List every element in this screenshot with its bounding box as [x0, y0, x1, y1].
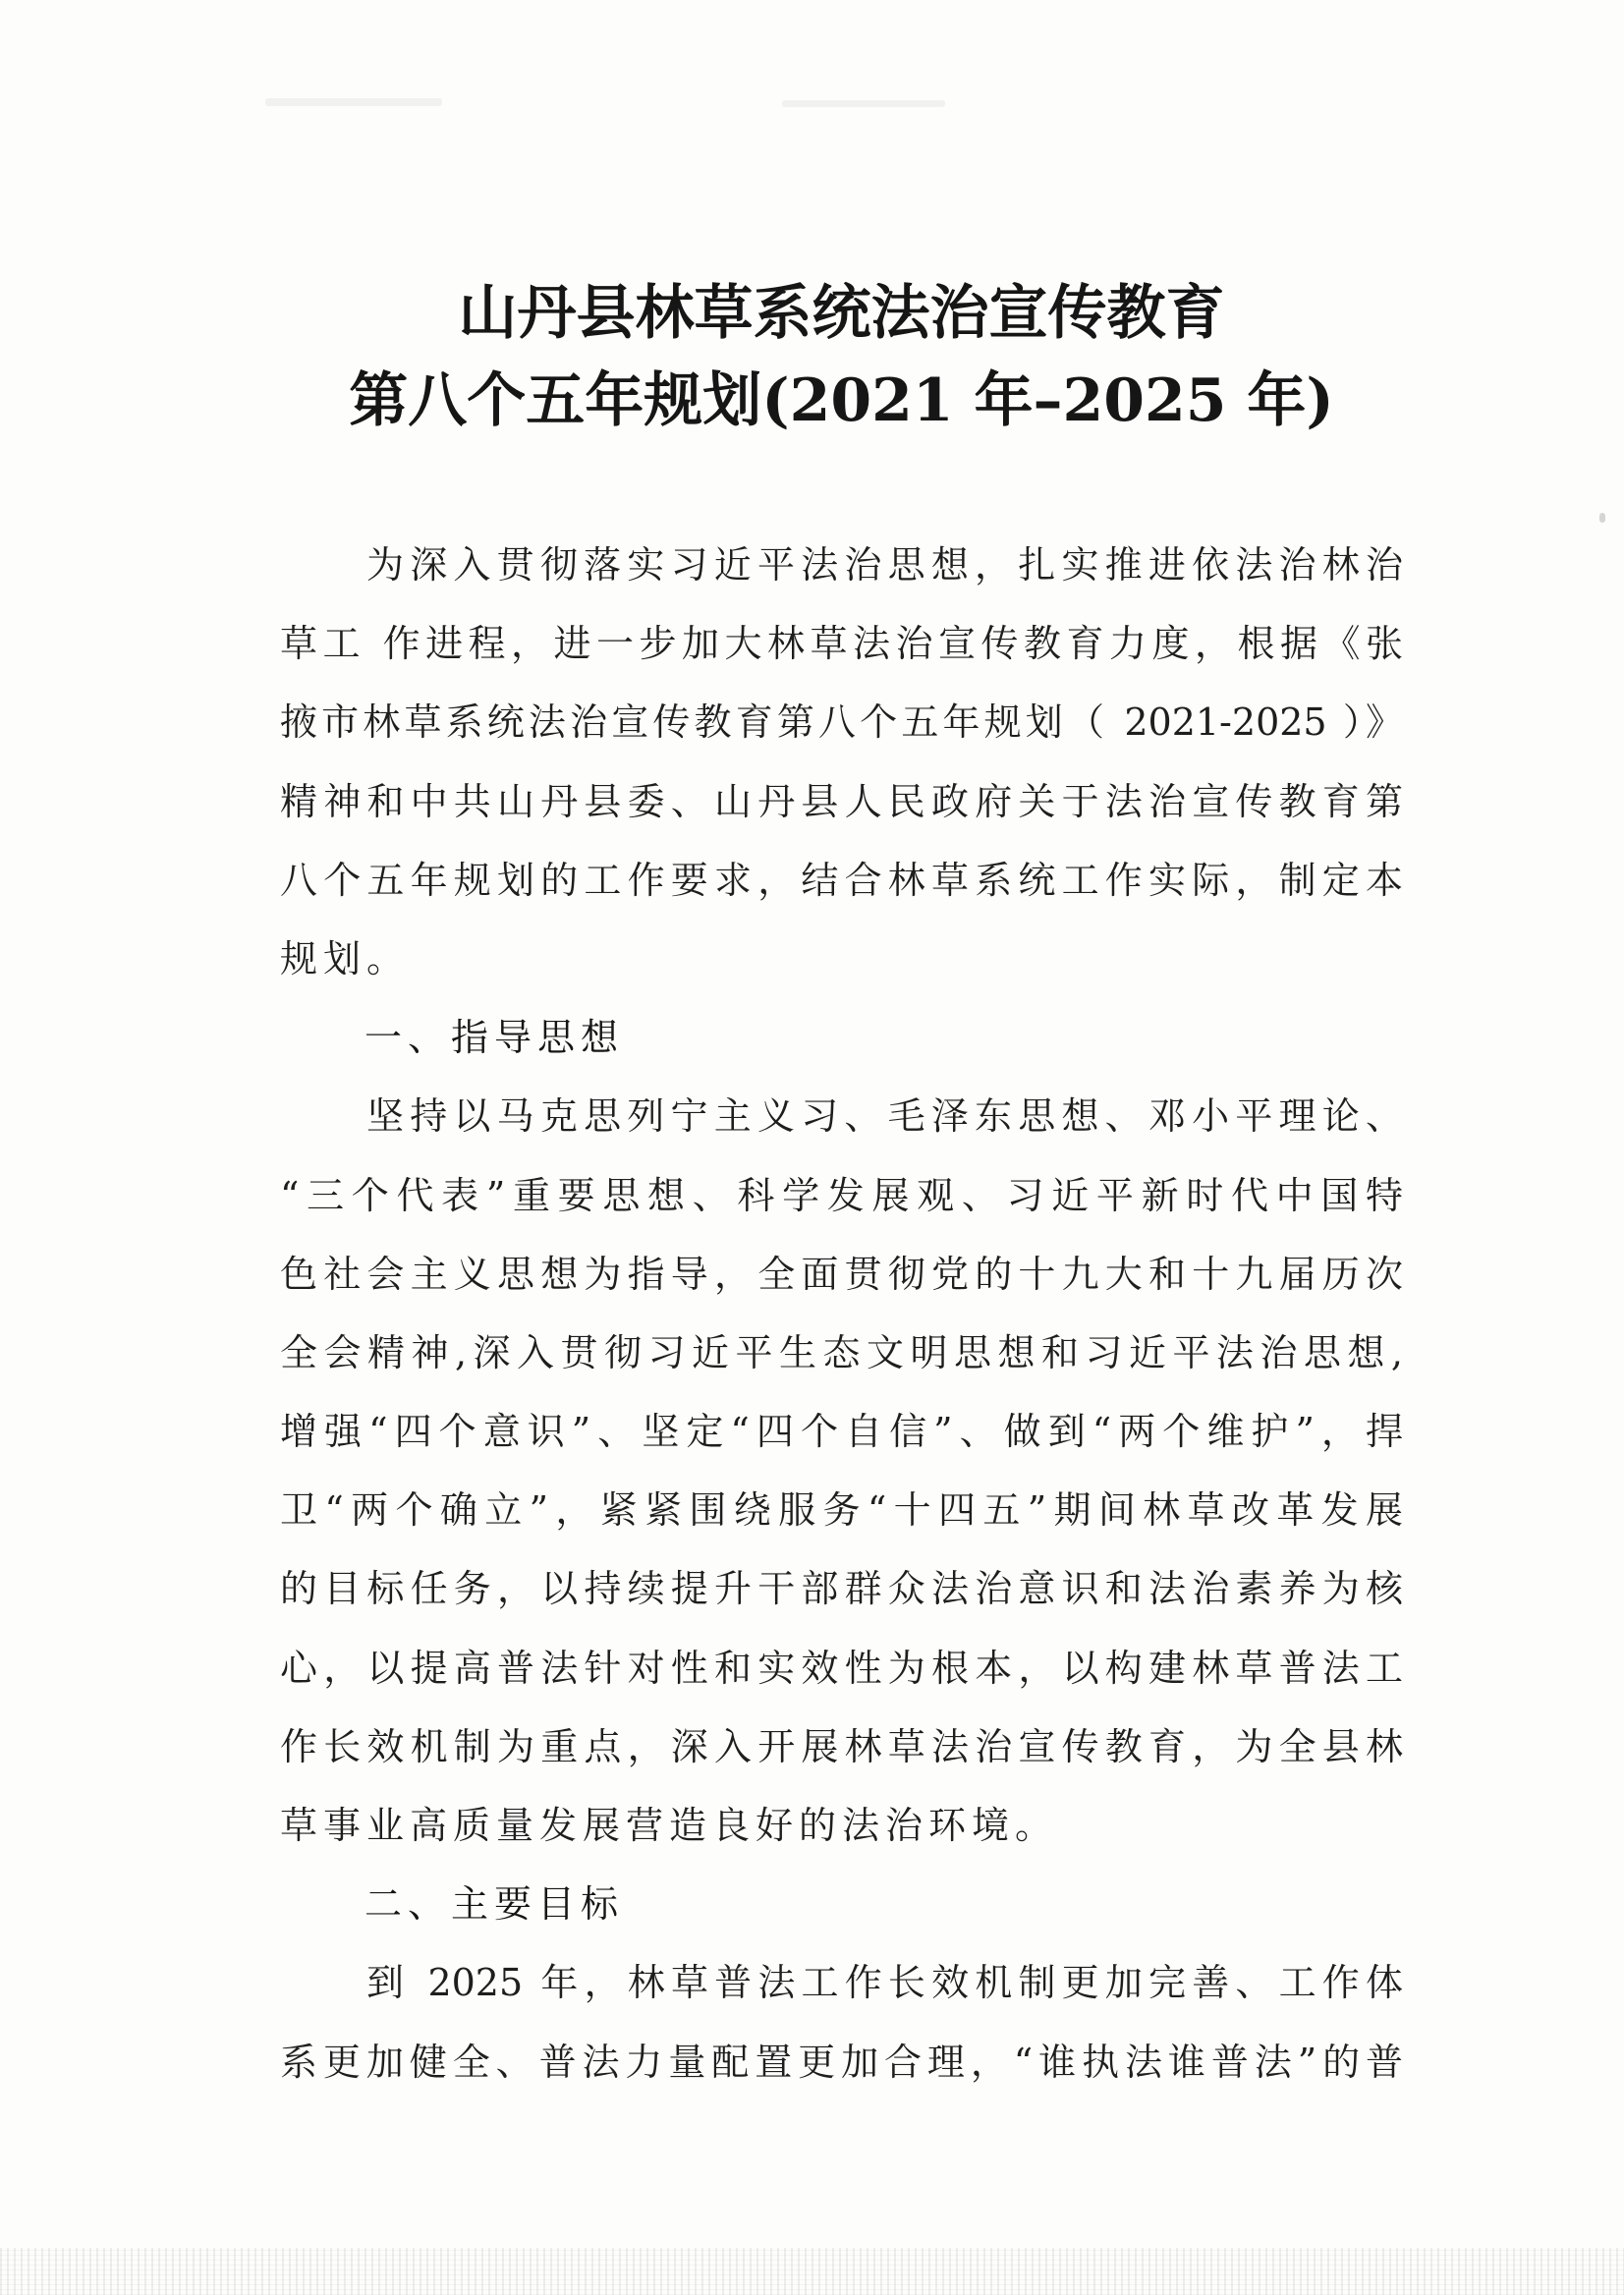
section1-text-line: “三个代表”重要思想、科学发展观、习近平新时代中国特 — [280, 1173, 1403, 1217]
scan-noise-strip — [0, 2248, 1624, 2295]
section1-text-line: 卫“两个确立”，紧紧围绕服务“十四五”期间林草改革发展 — [280, 1488, 1403, 1533]
document-title — [280, 270, 1403, 445]
document-body — [280, 526, 1403, 2101]
document-title-line-2: 第八个五年规划(2021 年–2025 年) — [349, 366, 1334, 435]
section1-text-line: 全会精神,深入贯彻习近平生态文明思想和习近平法治思想, — [280, 1330, 1403, 1374]
scan-speck — [782, 100, 945, 107]
section2-text-line: 系更加健全、普法力量配置更加合理，“谁执法谁普法”的普 — [280, 2040, 1403, 2084]
section-heading-guiding-ideology: 一、指导思想 — [364, 1016, 625, 1060]
section1-text-line: 色社会主义思想为指导，全面贯彻党的十九大和十九届历次 — [280, 1252, 1403, 1296]
section1-text-line: 增强“四个意识”、坚定“四个自信”、做到“两个维护”，捍 — [280, 1410, 1403, 1454]
section1-text-line: 草事业高质量发展营造良好的法治环境。 — [280, 1804, 1059, 1847]
document-title-line-1: 山丹县林草系统法治宣传教育 — [458, 279, 1225, 348]
intro-text-line: 规划。 — [280, 936, 411, 980]
scan-speck — [1599, 513, 1605, 523]
section1-text-line: 的目标任务，以持续提升干部群众法治意识和法治素养为核 — [280, 1567, 1403, 1611]
section2-text-line: 到 2025 年，林草普法工作长效机制更加完善、工作体 — [366, 1961, 1403, 2005]
section1-text-line: 坚持以马克思列宁主义习、毛泽东思想、邓小平理论、 — [366, 1094, 1403, 1139]
intro-text-line: 八个五年规划的工作要求，结合林草系统工作实际，制定本 — [280, 858, 1403, 902]
section1-text-line: 作长效机制为重点，深入开展林草法治宣传教育，为全县林 — [280, 1724, 1403, 1768]
intro-text-line: 掖市林草系统法治宣传教育第八个五年规划（ 2021-2025 ）》 — [280, 700, 1403, 745]
intro-text-line: 为深入贯彻落实习近平法治思想，扎实推进依法治林治 — [366, 543, 1403, 587]
intro-text-line: 精神和中共山丹县委、山丹县人民政府关于法治宣传教育第 — [280, 779, 1403, 823]
section1-text-line: 心，以提高普法针对性和实效性为根本，以构建林草普法工 — [280, 1646, 1403, 1690]
scan-speck — [265, 98, 442, 106]
section-heading-main-goals: 二、主要目标 — [364, 1882, 625, 1927]
intro-text-line: 草工 作进程，进一步加大林草法治宣传教育力度，根据《张 — [280, 622, 1403, 666]
